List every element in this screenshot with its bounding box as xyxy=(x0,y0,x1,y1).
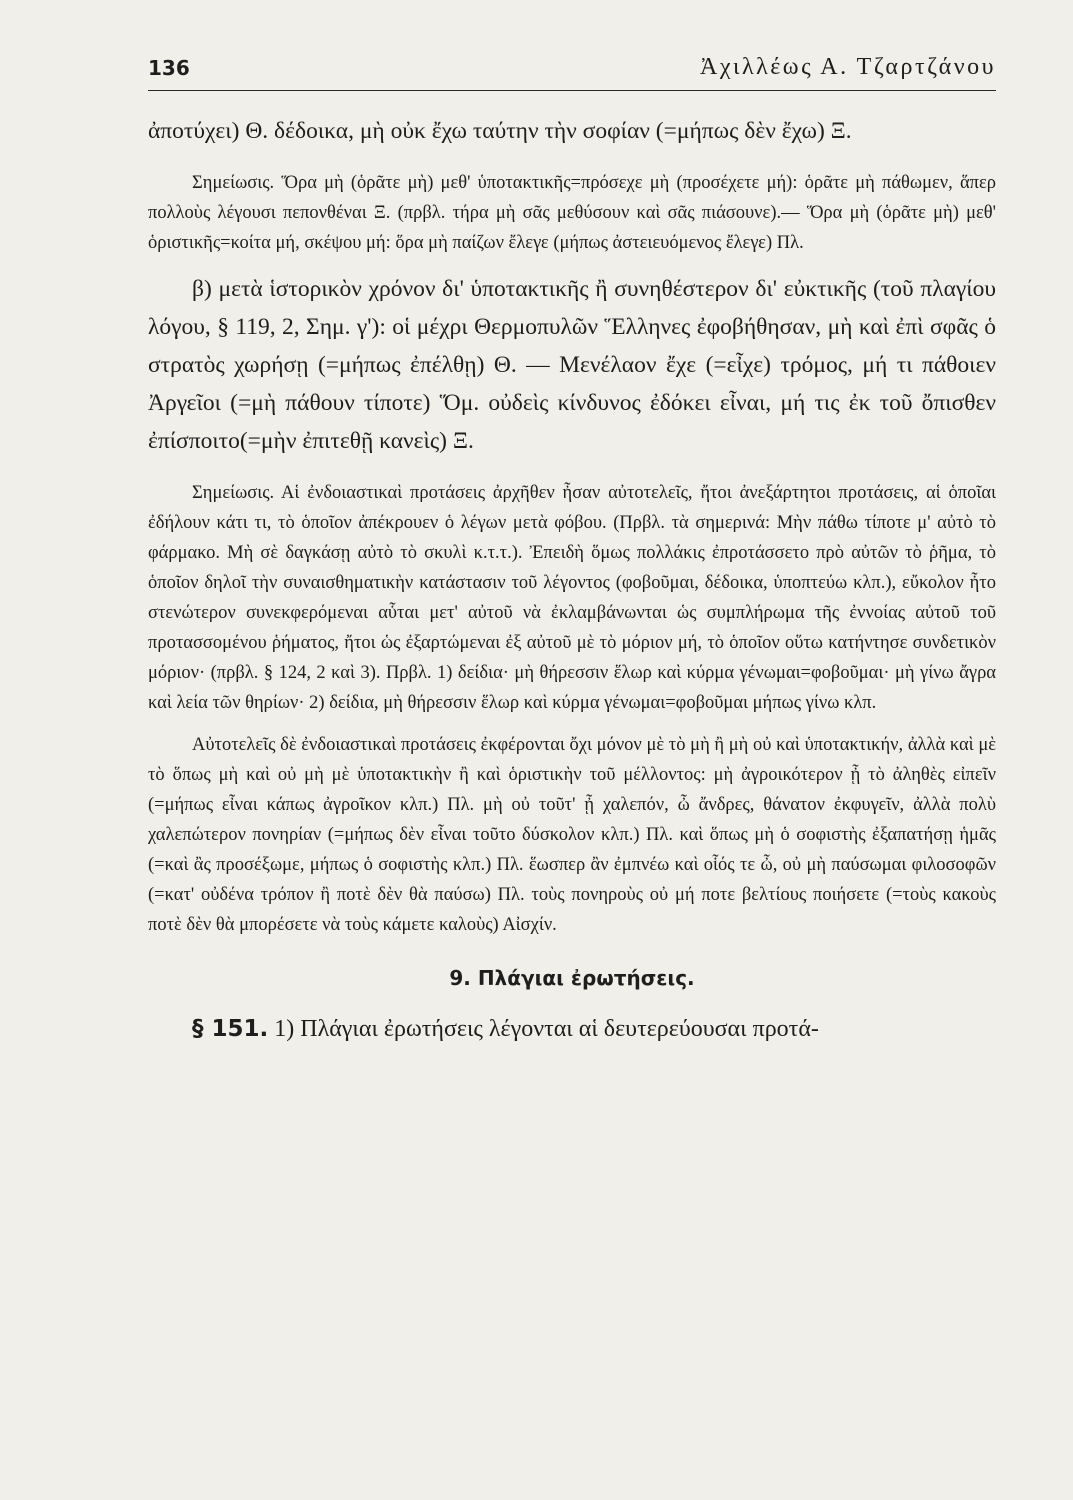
running-header xyxy=(148,50,996,91)
section-heading: 9. Πλάγιαι ἐρωτήσεις. xyxy=(449,966,695,990)
note-paragraph: Σημείωσις. Ὅρα μὴ (ὁρᾶτε μὴ) μεθ' ὑποτακτικῆς=πρόσεχε μὴ (προσέχετε μή): ὁρᾶτε μὴ πάθωμεν, ἅπερ πολλοὺς λέγουσι πεπονθέναι Ξ. (πρβλ. τήρα μὴ σᾶς μεθύσουν καὶ σᾶς πιάσουνε).— Ὅρα μὴ (ὁρᾶτε μὴ) μεθ' ὁριστικῆς=κοίτα μή, σκέψου μή: ὅρα μὴ παίζων ἔλεγε (μήπως ἀστειευόμενος ἔλεγε) Πλ. xyxy=(148,173,996,253)
paragraph-b: β) μετὰ ἱστορικὸν χρόνον δι' ὑποτακτικῆς ἢ συνηθέστερον δι' εὐκτικῆς (τοῦ πλαγίου λόγου, § 119, 2, Σημ. γ'): οἱ μέχρι Θερμοπυλῶν Ἕλληνες ἐφοβήθησαν, μὴ καὶ ἐπὶ σφᾶς ὁ στρατὸς χωρήσῃ (=μήπως ἐπέλθῃ) Θ. — Μενέλαον ἔχε (=εἶχε) τρόμος, μή τι πάθοιεν Ἀργεῖοι (=μὴ πάθουν τίποτε) Ὅμ. οὐδεὶς κίνδυνος ἐδόκει εἶναι, μή τις ἐκ τοῦ ὄπισθεν ἐπίσποιτο(=μὴν ἐπιτεθῇ κανεὶς) Ξ. xyxy=(148,276,996,454)
section-151-line xyxy=(148,1010,996,1048)
section-151-text: 1) Πλάγιαι ἐρωτήσεις λέγονται αἱ δευτερεύουσαι προτά- xyxy=(274,1016,819,1042)
section-number: § 151. xyxy=(192,1016,269,1042)
paragraph-continuation: ἀποτύχει) Θ. δέδοικα, μὴ οὐκ ἔχω ταύτην τὴν σοφίαν (=μήπως δὲν ἔχω) Ξ. xyxy=(148,118,852,144)
running-title: Ἀχιλλέως Α. Τζαρτζάνου xyxy=(700,54,996,80)
body-text xyxy=(148,112,996,1048)
paragraph-small: Αὐτοτελεῖς δὲ ἐνδοιαστικαὶ προτάσεις ἐκφέρονται ὄχι μόνον μὲ τὸ μὴ ἢ μὴ οὐ καὶ ὑποτακτικήν, ἀλλὰ καὶ μὲ τὸ ὅπως μὴ καὶ οὐ μὴ μὲ ὑποτακτικὴν ἢ καὶ ὁριστικὴν τοῦ μέλλοντος: μὴ ἀγροικότερον ᾖ τὸ ἀληθὲς εἰπεῖν (=μήπως εἶναι κάπως ἀγροῖκον κλπ.) Πλ. μὴ οὐ τοῦτ' ᾖ χαλεπόν, ὦ ἄνδρες, θάνατον ἐκφυγεῖν, ἀλλὰ πολὺ χαλεπώτερον πονηρίαν (=μήπως δὲν εἶναι τοῦτο δύσκολον κλπ.) Πλ. καὶ ὅπως μὴ ὁ σοφιστὴς ἐξαπατήσῃ ἡμᾶς (=καὶ ἂς προσέξωμε, μήπως ὁ σοφιστὴς κλπ.) Πλ. ἕωσπερ ἂν ἐμπνέω καὶ οἷός τε ὦ, οὐ μὴ παύσωμαι φιλοσοφῶν (=κατ' οὐδένα τρόπον ἢ ποτὲ δὲν θὰ παύσω) Πλ. τοὺς πονηροὺς οὐ μή ποτε βελτίους ποιήσετε (=τοὺς κακοὺς ποτὲ δὲν θὰ μπορέσετε νὰ τοὺς κάμετε καλοὺς) Αἰσχίν. xyxy=(148,735,996,935)
page-number: 136 xyxy=(148,56,190,80)
note-paragraph: Σημείωσις. Αἱ ἐνδοιαστικαὶ προτάσεις ἀρχῆθεν ἦσαν αὐτοτελεῖς, ἤτοι ἀνεξάρτητοι προτάσεις, αἱ ὁποῖαι ἐδήλουν κάτι τι, τὸ ὁποῖον ἀπέκρουεν ὁ λέγων μετὰ φόβου. (Πρβλ. τὰ σημερινά: Μὴν πάθω τίποτε μ' αὐτὸ τὸ φάρμακο. Μὴ σὲ δαγκάσῃ αὐτὸ τὸ σκυλὶ κ.τ.τ.). Ἐπειδὴ ὅμως πολλάκις ἐπροτάσσετο πρὸ αὐτῶν τὸ ῥῆμα, τὸ ὁποῖον δηλοῖ τὴν συναισθηματικὴν κατάστασιν τοῦ λέγοντος (φοβοῦμαι, δέδοικα, ὑποπτεύω κλπ.), εὔκολον ἦτο στενώτερον συνεκφερόμεναι αὗται μετ' αὐτοῦ νὰ ἐκλαμβάνωνται ὡς συμπλήρωμα τῆς ἐννοίας αὐτοῦ τοῦ προτασσομένου ῥήματος, ἤτοι ὡς ἐξαρτώμεναι ἐξ αὐτοῦ μὲ τὸ μόριον μή, τὸ ὁποῖον οὕτω κατήντησε συνδετικὸν μόριον· (πρβλ. § 124, 2 καὶ 3). Πρβλ. 1) δείδια· μὴ θήρεσσιν ἕλωρ καὶ κύρμα γένωμαι=φοβοῦμαι· μὴ γίνω ἄγρα καὶ λεία τῶν θηρίων· 2) δείδια, μὴ θήρεσσιν ἕλωρ καὶ κύρμα γένωμαι=φοβοῦμαι μήπως γίνω κλπ. xyxy=(148,483,996,713)
